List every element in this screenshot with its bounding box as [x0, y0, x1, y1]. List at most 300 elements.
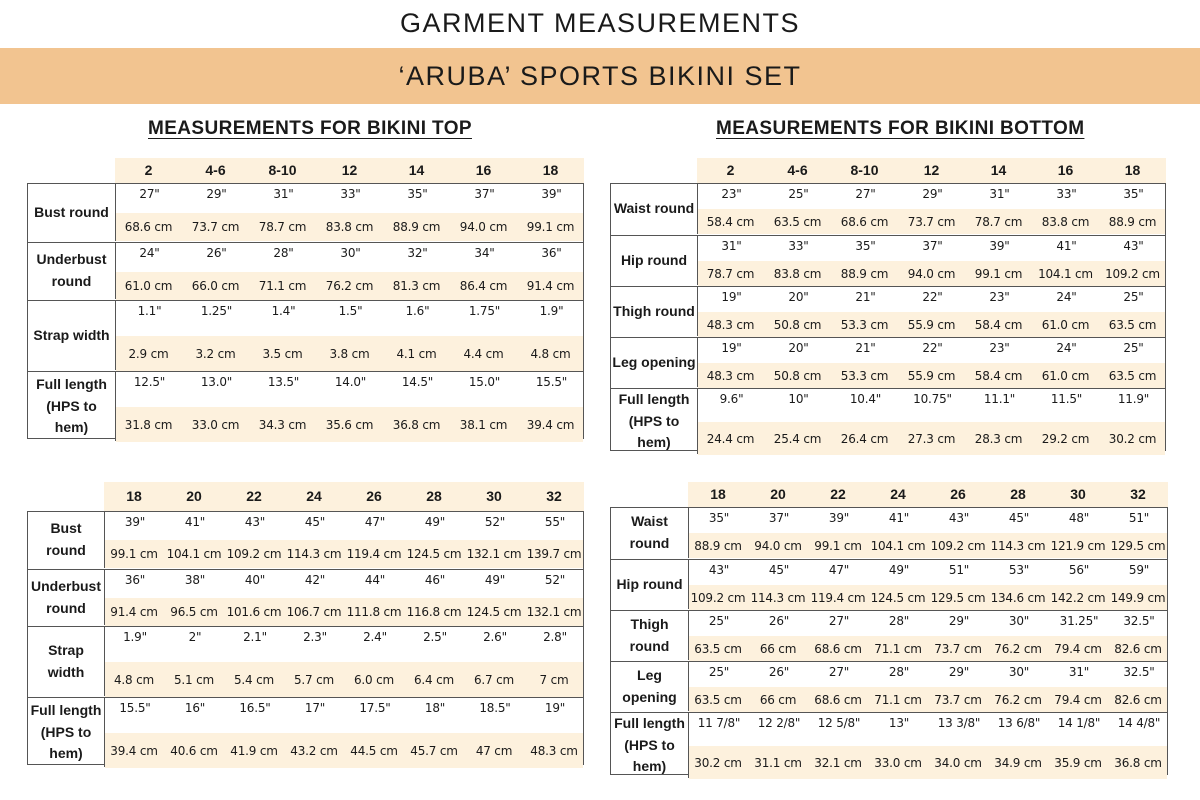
cm-value: 91.4 cm [526, 279, 575, 293]
inch-value: 59" [1128, 563, 1150, 577]
inch-value: 1.9" [539, 304, 564, 318]
cm-value: 111.8 cm [346, 605, 402, 619]
cm-value: 114.3 cm [286, 547, 342, 561]
inch-value: 45" [768, 563, 790, 577]
cm-value: 82.6 cm [1114, 692, 1162, 707]
inch-value: 18.5" [479, 701, 511, 715]
cm-value: 71.1 cm [258, 279, 307, 293]
product-title: ‘ARUBA’ SPORTS BIKINI SET [398, 61, 802, 91]
size-header: 26 [950, 486, 966, 502]
size-header: 16 [1057, 162, 1074, 178]
inch-values-row [116, 184, 583, 213]
size-header: 24 [306, 488, 322, 504]
inch-value: 2.6" [483, 630, 507, 644]
measurement-body [27, 183, 584, 439]
bottom-section-title: MEASUREMENTS FOR BIKINI BOTTOM [716, 118, 1085, 139]
top-section-title: MEASUREMENTS FOR BIKINI TOP [148, 118, 472, 139]
inch-value: 11 7/8" [697, 716, 741, 730]
cm-value: 121.9 cm [1050, 538, 1106, 553]
inch-value: 10.4" [849, 392, 882, 406]
cm-value: 94.0 cm [459, 220, 508, 234]
cm-value: 48.3 cm [706, 317, 755, 332]
size-header-row [688, 482, 1168, 507]
inch-value: 14 4/8" [1117, 716, 1161, 730]
inch-value: 31.25" [1059, 614, 1099, 628]
cm-values-row [698, 422, 1165, 455]
inch-value: 51" [948, 563, 970, 577]
cm-value: 35.6 cm [325, 417, 374, 432]
inch-value: 36" [124, 573, 146, 587]
cm-value: 94.0 cm [907, 266, 956, 281]
inch-value: 10.75" [913, 392, 952, 406]
inch-values-row [689, 508, 1167, 533]
inch-value: 15.0" [468, 375, 501, 389]
inch-value: 43" [1123, 239, 1144, 253]
size-header-row [697, 158, 1166, 183]
size-header: 14 [990, 162, 1007, 178]
cm-value: 6.0 cm [354, 672, 394, 687]
row-label: Full length (HPS to hem) [28, 372, 116, 441]
cm-value: 61.0 cm [1041, 317, 1090, 332]
cm-value: 31.8 cm [124, 417, 173, 432]
cm-value: 24.4 cm [706, 431, 755, 446]
inch-value: 43" [708, 563, 730, 577]
cm-value: 76.2 cm [994, 641, 1042, 656]
cm-value: 83.8 cm [1041, 214, 1090, 229]
measurement-row [611, 337, 1165, 387]
inch-value: 52" [484, 515, 506, 529]
measurement-row [28, 569, 583, 625]
cm-value: 66.0 cm [191, 279, 240, 293]
row-label: Bust round [28, 184, 116, 241]
measurement-row [28, 512, 583, 568]
cm-value: 32.1 cm [814, 755, 862, 770]
inch-value: 26" [768, 665, 790, 679]
cm-value: 73.7 cm [934, 641, 982, 656]
cm-value: 5.4 cm [234, 672, 274, 687]
cm-value: 29.2 cm [1041, 431, 1090, 446]
inch-value: 1.75" [468, 304, 501, 318]
cm-value: 28.3 cm [974, 431, 1023, 446]
cm-value: 43.2 cm [290, 743, 338, 758]
cm-value: 5.1 cm [174, 672, 214, 687]
cm-value: 104.1 cm [870, 538, 926, 553]
inch-value: 30" [1008, 665, 1030, 679]
size-header: 24 [890, 486, 906, 502]
size-header: 18 [542, 162, 559, 178]
cm-value: 134.6 cm [990, 590, 1046, 605]
size-header: 26 [366, 488, 382, 504]
cm-value: 34.0 cm [934, 755, 982, 770]
cm-value: 109.2 cm [1105, 266, 1160, 281]
cm-values-row [689, 687, 1167, 712]
inch-value: 15.5" [119, 701, 151, 715]
cm-value: 6.7 cm [474, 672, 514, 687]
inch-value: 28" [888, 614, 910, 628]
inch-value: 46" [424, 573, 446, 587]
inch-values-row [116, 301, 583, 336]
cm-value: 38.1 cm [459, 417, 508, 432]
inch-value: 47" [364, 515, 386, 529]
size-header: 18 [1124, 162, 1141, 178]
size-header: 14 [408, 162, 425, 178]
inch-value: 39" [989, 239, 1010, 253]
row-label: Hip round [611, 560, 689, 609]
inch-value: 12 5/8" [817, 716, 861, 730]
inch-value: 19" [721, 341, 742, 355]
cm-value: 91.4 cm [110, 605, 158, 619]
measurement-body [27, 511, 584, 765]
inch-value: 31" [273, 187, 294, 201]
cm-values-row [698, 363, 1165, 388]
size-header: 28 [1010, 486, 1026, 502]
cm-value: 109.2 cm [690, 590, 746, 605]
cm-value: 61.0 cm [124, 279, 173, 293]
cm-value: 7 cm [539, 672, 569, 687]
cm-value: 63.5 cm [694, 641, 742, 656]
inch-value: 16.5" [239, 701, 271, 715]
inch-value: 27" [828, 614, 850, 628]
inch-value: 26" [768, 614, 790, 628]
row-label: Full length (HPS to hem) [611, 713, 689, 778]
cm-value: 3.2 cm [195, 346, 236, 361]
inch-value: 56" [1068, 563, 1090, 577]
inch-value: 22" [922, 290, 943, 304]
inch-value: 13" [888, 716, 910, 730]
inch-values-row [698, 338, 1165, 363]
size-header: 32 [1130, 486, 1146, 502]
inch-value: 28" [888, 665, 910, 679]
cm-value: 53.3 cm [840, 368, 889, 383]
measurement-row [611, 184, 1165, 234]
inch-value: 11.1" [983, 392, 1016, 406]
inch-value: 25" [708, 665, 730, 679]
cm-value: 31.1 cm [754, 755, 802, 770]
measurement-row [611, 286, 1165, 336]
inch-values-row [105, 627, 583, 662]
inch-value: 37" [922, 239, 943, 253]
inch-value: 55" [544, 515, 566, 529]
inch-value: 1.1" [137, 304, 162, 318]
inch-value: 29" [206, 187, 227, 201]
size-header: 4-6 [205, 162, 226, 178]
cm-values-row [116, 272, 583, 300]
cm-values-row [689, 636, 1167, 661]
size-header: 22 [830, 486, 846, 502]
inch-value: 27" [855, 187, 876, 201]
measurement-row [28, 626, 583, 696]
inch-value: 31" [721, 239, 742, 253]
inch-value: 1.9" [123, 630, 147, 644]
cm-value: 73.7 cm [191, 220, 240, 234]
inch-value: 44" [364, 573, 386, 587]
inch-value: 2.3" [303, 630, 327, 644]
cm-values-row [698, 209, 1165, 234]
inch-value: 13.0" [200, 375, 233, 389]
cm-value: 116.8 cm [406, 605, 462, 619]
inch-value: 36" [541, 246, 562, 260]
cm-value: 36.8 cm [392, 417, 441, 432]
cm-value: 34.3 cm [258, 417, 307, 432]
inch-value: 1.6" [405, 304, 430, 318]
cm-values-row [116, 213, 583, 241]
cm-values-row [116, 336, 583, 371]
inch-value: 29" [948, 614, 970, 628]
cm-value: 142.2 cm [1050, 590, 1106, 605]
inch-value: 35" [855, 239, 876, 253]
inch-values-row [698, 184, 1165, 209]
inch-value: 13.5" [267, 375, 300, 389]
cm-value: 99.1 cm [110, 547, 158, 561]
inch-value: 11.9" [1117, 392, 1150, 406]
inch-value: 34" [474, 246, 495, 260]
inch-values-row [689, 560, 1167, 585]
cm-value: 40.6 cm [170, 743, 218, 758]
cm-value: 4.4 cm [463, 346, 504, 361]
cm-value: 124.5 cm [466, 605, 522, 619]
inch-value: 24" [1056, 290, 1077, 304]
row-label: Strap width [28, 301, 116, 370]
cm-value: 139.7 cm [526, 547, 582, 561]
cm-value: 34.9 cm [994, 755, 1042, 770]
inch-value: 39" [124, 515, 146, 529]
inch-value: 47" [828, 563, 850, 577]
cm-value: 82.6 cm [1114, 641, 1162, 656]
cm-value: 68.6 cm [814, 692, 862, 707]
cm-value: 129.5 cm [1110, 538, 1166, 553]
inch-value: 2.5" [423, 630, 447, 644]
inch-values-row [105, 698, 583, 733]
cm-value: 109.2 cm [930, 538, 986, 553]
cm-value: 99.1 cm [814, 538, 862, 553]
cm-value: 104.1 cm [166, 547, 222, 561]
cm-value: 79.4 cm [1054, 692, 1102, 707]
cm-value: 58.4 cm [974, 317, 1023, 332]
measurement-row [28, 184, 583, 241]
cm-value: 27.3 cm [907, 431, 956, 446]
size-header: 8-10 [268, 162, 297, 178]
inch-value: 14.0" [334, 375, 367, 389]
size-header: 2 [726, 162, 735, 178]
size-header: 2 [144, 162, 153, 178]
row-label: Full length (HPS to hem) [611, 389, 698, 454]
cm-value: 96.5 cm [170, 605, 218, 619]
inch-value: 29" [948, 665, 970, 679]
size-header: 32 [546, 488, 562, 504]
inch-value: 49" [484, 573, 506, 587]
cm-value: 66 cm [759, 641, 797, 656]
row-label: Leg opening [611, 662, 689, 711]
cm-value: 76.2 cm [325, 279, 374, 293]
inch-value: 41" [888, 511, 910, 525]
cm-values-row [116, 407, 583, 442]
inch-value: 27" [139, 187, 160, 201]
cm-value: 124.5 cm [406, 547, 462, 561]
inch-value: 45" [304, 515, 326, 529]
inch-value: 16" [184, 701, 206, 715]
cm-value: 55.9 cm [907, 317, 956, 332]
inch-values-row [105, 570, 583, 598]
cm-value: 79.4 cm [1054, 641, 1102, 656]
cm-value: 55.9 cm [907, 368, 956, 383]
cm-value: 30.2 cm [1108, 431, 1157, 446]
cm-value: 47 cm [475, 743, 513, 758]
size-header: 20 [186, 488, 202, 504]
inch-value: 30" [340, 246, 361, 260]
inch-value: 22" [922, 341, 943, 355]
cm-value: 101.6 cm [226, 605, 282, 619]
cm-value: 132.1 cm [526, 605, 582, 619]
cm-value: 5.7 cm [294, 672, 334, 687]
inch-value: 17" [304, 701, 326, 715]
cm-value: 48.3 cm [706, 368, 755, 383]
inch-value: 2" [188, 630, 202, 644]
cm-value: 45.7 cm [410, 743, 458, 758]
cm-value: 6.4 cm [414, 672, 454, 687]
cm-value: 58.4 cm [974, 368, 1023, 383]
cm-value: 3.8 cm [329, 346, 370, 361]
row-label: Thigh round [611, 287, 698, 336]
cm-value: 25.4 cm [773, 431, 822, 446]
cm-value: 63.5 cm [694, 692, 742, 707]
cm-value: 88.9 cm [1108, 214, 1157, 229]
cm-value: 88.9 cm [840, 266, 889, 281]
inch-values-row [116, 243, 583, 272]
inch-value: 20" [788, 290, 809, 304]
cm-value: 88.9 cm [694, 538, 742, 553]
measurement-row [28, 242, 583, 299]
measurement-body [610, 183, 1166, 451]
cm-value: 63.5 cm [1108, 317, 1157, 332]
inch-value: 23" [989, 341, 1010, 355]
cm-value: 61.0 cm [1041, 368, 1090, 383]
inch-value: 25" [1123, 290, 1144, 304]
cm-values-row [698, 312, 1165, 337]
cm-value: 99.1 cm [526, 220, 575, 234]
cm-value: 66 cm [759, 692, 797, 707]
page-title: GARMENT MEASUREMENTS [399, 8, 801, 38]
size-header: 22 [246, 488, 262, 504]
cm-value: 33.0 cm [874, 755, 922, 770]
cm-value: 50.8 cm [773, 317, 822, 332]
inch-value: 51" [1128, 511, 1150, 525]
inch-value: 24" [139, 246, 160, 260]
inch-value: 9.6" [719, 392, 744, 406]
cm-value: 63.5 cm [1108, 368, 1157, 383]
inch-value: 35" [708, 511, 730, 525]
inch-value: 27" [828, 665, 850, 679]
size-header: 18 [126, 488, 142, 504]
inch-value: 43" [244, 515, 266, 529]
inch-value: 11.5" [1050, 392, 1083, 406]
measurement-row [28, 697, 583, 767]
cm-value: 104.1 cm [1038, 266, 1093, 281]
inch-value: 37" [768, 511, 790, 525]
size-header: 18 [710, 486, 726, 502]
inch-value: 18" [424, 701, 446, 715]
row-label: Underbust round [28, 243, 116, 299]
cm-value: 58.4 cm [706, 214, 755, 229]
row-label: Waist round [611, 184, 698, 234]
cm-value: 86.4 cm [459, 279, 508, 293]
inch-value: 35" [407, 187, 428, 201]
cm-values-row [689, 533, 1167, 558]
cm-value: 73.7 cm [907, 214, 956, 229]
inch-value: 21" [855, 341, 876, 355]
cm-value: 3.5 cm [262, 346, 303, 361]
inch-value: 42" [304, 573, 326, 587]
inch-value: 15.5" [535, 375, 568, 389]
cm-values-row [105, 662, 583, 697]
inch-value: 17.5" [359, 701, 391, 715]
inch-value: 48" [1068, 511, 1090, 525]
inch-value: 28" [273, 246, 294, 260]
cm-values-row [689, 746, 1167, 779]
inch-values-row [698, 287, 1165, 312]
measurement-row [611, 712, 1167, 778]
inch-value: 1.5" [338, 304, 363, 318]
cm-value: 106.7 cm [286, 605, 342, 619]
cm-value: 114.3 cm [990, 538, 1046, 553]
row-label: Waist round [611, 508, 689, 558]
inch-value: 39" [828, 511, 850, 525]
size-header: 30 [1070, 486, 1086, 502]
inch-value: 23" [721, 187, 742, 201]
size-header: 12 [341, 162, 358, 178]
size-header-row [104, 482, 584, 511]
inch-value: 33" [788, 239, 809, 253]
cm-value: 36.8 cm [1114, 755, 1162, 770]
cm-value: 124.5 cm [870, 590, 926, 605]
row-label: Hip round [611, 236, 698, 285]
size-header: 16 [475, 162, 492, 178]
cm-value: 71.1 cm [874, 641, 922, 656]
inch-value: 31" [1068, 665, 1090, 679]
cm-values-row [105, 598, 583, 626]
cm-value: 81.3 cm [392, 279, 441, 293]
inch-value: 49" [424, 515, 446, 529]
cm-value: 78.7 cm [706, 266, 755, 281]
inch-value: 31" [989, 187, 1010, 201]
cm-value: 73.7 cm [934, 692, 982, 707]
inch-values-row [689, 662, 1167, 687]
inch-values-row [105, 512, 583, 540]
measurement-row [611, 610, 1167, 660]
row-label: Strap width [28, 627, 105, 696]
inch-value: 37" [474, 187, 495, 201]
inch-value: 2.8" [543, 630, 567, 644]
row-label: Full length (HPS to hem) [28, 698, 105, 767]
inch-value: 21" [855, 290, 876, 304]
cm-value: 39.4 cm [526, 417, 575, 432]
inch-values-row [116, 372, 583, 407]
measurement-row [611, 235, 1165, 285]
size-header: 20 [770, 486, 786, 502]
inch-value: 32.5" [1123, 665, 1155, 679]
inch-value: 30" [1008, 614, 1030, 628]
cm-value: 2.9 cm [128, 346, 169, 361]
inch-value: 19" [544, 701, 566, 715]
row-label: Underbust round [28, 570, 105, 625]
size-header: 30 [486, 488, 502, 504]
inch-value: 13 3/8" [937, 716, 981, 730]
size-header: 8-10 [850, 162, 879, 178]
inch-value: 45" [1008, 511, 1030, 525]
cm-values-row [105, 540, 583, 568]
inch-value: 52" [544, 573, 566, 587]
inch-value: 25" [1123, 341, 1144, 355]
inch-values-row [698, 389, 1165, 422]
